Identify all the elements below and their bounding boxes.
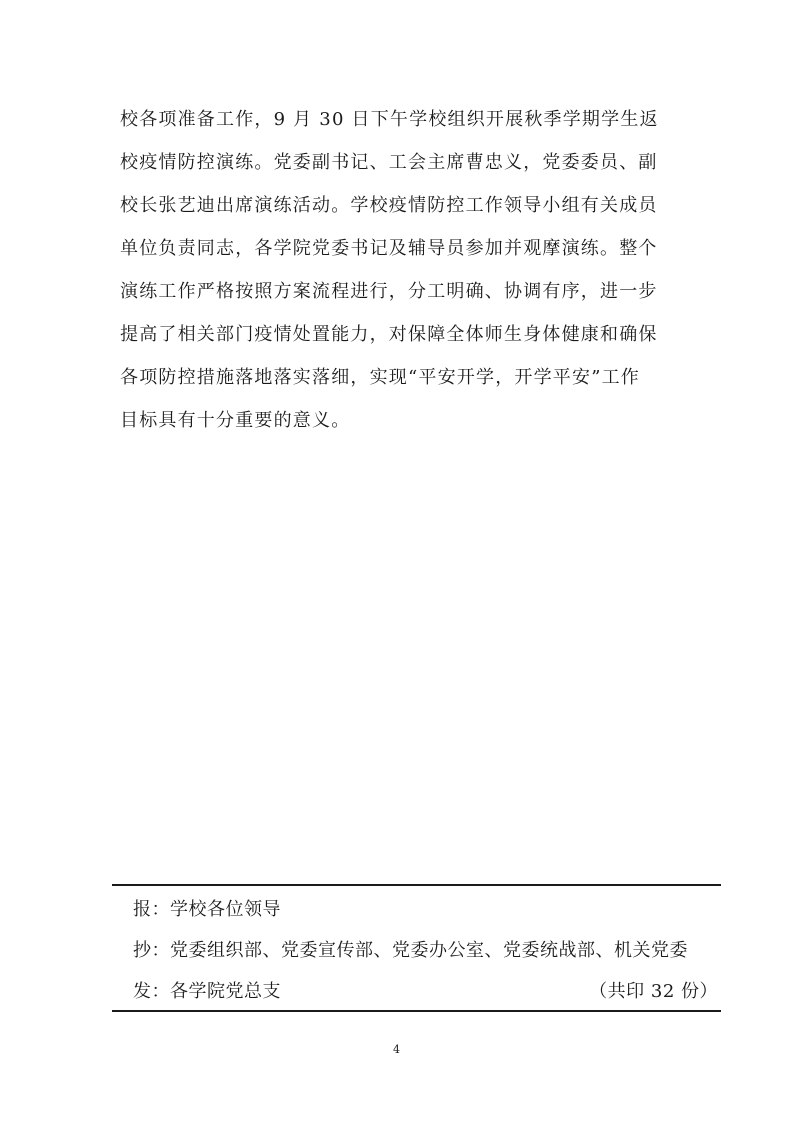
body-line-4: 单位负责同志，各学院党委书记及辅导员参加并观摩演练。整个	[120, 238, 658, 259]
distribution-copies: （共印 32 份）	[589, 981, 718, 1002]
page-number: 4	[393, 1043, 400, 1056]
distribution-send-row	[133, 977, 718, 1003]
distribution-send-to: 发：各学院党总支	[133, 981, 281, 1002]
body-line-6: 提高了相关部门疫情处置能力，对保障全体师生身体健康和确保	[120, 324, 658, 345]
body-line-2: 校疫情防控演练。党委副书记、工会主席曹忠义，党委委员、副	[120, 152, 658, 173]
distribution-report-to: 报：学校各位领导	[133, 899, 281, 920]
distribution-bottom-rule	[112, 1010, 721, 1012]
body-line-7: 各项防控措施落地落实落细，实现“平安开学，开学平安”工作	[120, 367, 641, 388]
body-line-8: 目标具有十分重要的意义。	[120, 410, 351, 431]
body-line-3: 校长张艺迪出席演练活动。学校疫情防控工作领导小组有关成员	[120, 195, 658, 216]
distribution-top-rule	[112, 884, 721, 886]
body-line-1: 校各项准备工作，9 月 30 日下午学校组织开展秋季学期学生返	[120, 109, 659, 130]
article-body	[120, 98, 680, 442]
distribution-copy-to: 抄：党委组织部、党委宣传部、党委办公室、党委统战部、机关党委	[133, 940, 688, 961]
body-line-5: 演练工作严格按照方案流程进行，分工明确、协调有序，进一步	[120, 281, 658, 302]
